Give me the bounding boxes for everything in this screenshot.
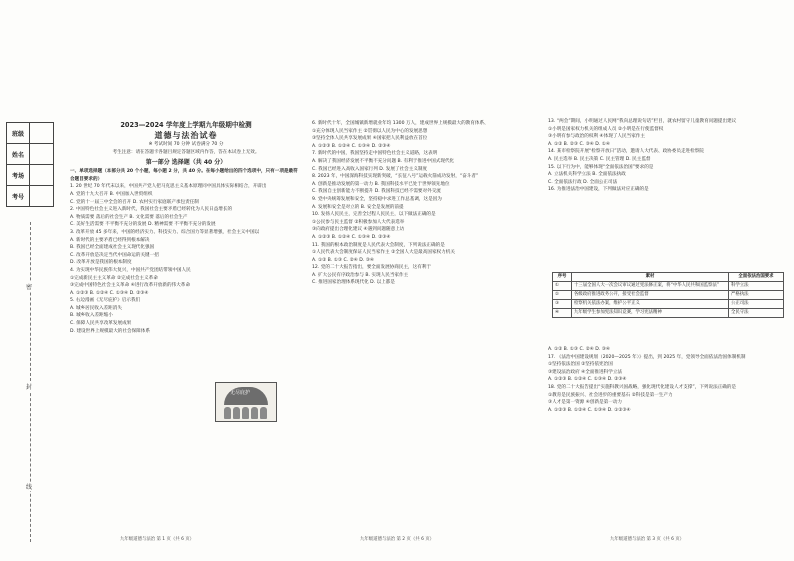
- question-line: A. 扩大公民有序政治参与 B. 实现人民当家作主: [312, 272, 409, 278]
- question-line: C. 全面依法行政 D. 全面公正司法: [548, 179, 618, 185]
- question-line: 3. 改革开放 45 多年来，中国的经济实力、科技实力、综合国力等显著增强，社会主义中国以: [70, 229, 260, 235]
- table-cell: 各级政府推进政务公开，接受社会监督: [572, 291, 729, 300]
- question-line: 17. 《法治中国建设规划（2020—2025 年）》提出，到 2025 年，党领导全面依法治国体制机制: [548, 354, 746, 360]
- seal-strip: [6, 112, 52, 552]
- question-line: ①充分体现人民当家作主 ②贯彻以人民为中心的发展思想: [312, 128, 428, 134]
- question-line: 18. 党的二十大报告提出“实施科教兴国战略，强化现代化建设人才支撑”，下列说法正确的是: [548, 384, 737, 390]
- person-icon: [260, 407, 267, 419]
- table-header-row: [553, 273, 784, 282]
- question-line: C. 改革开放是决定当代中国命运的关键一招: [70, 252, 159, 258]
- question-line: A. 新时代的主要矛盾已经得到根本解决: [70, 237, 150, 243]
- question-line: B. 我国已经全面建成社会主义现代化强国: [70, 245, 155, 251]
- question-line: ①公民参与民主监督 ②积极参加人大代表选举: [312, 219, 405, 225]
- question-line: 12. 党的二十大报告指出，要全面发展协商民主，这有利于: [312, 265, 432, 271]
- question-line: ①人民代表大会制度保证人民当家作主 ②全国人大是最高国家权力机关: [312, 250, 455, 256]
- question-line: ③完成中国特色社会主义革命 ④进行改革开放新的伟大革命: [70, 283, 190, 289]
- table-cell: ③: [553, 300, 572, 309]
- question-line: 6. 新时代十年，全国城镇新增就业年均 1300 万人，建成世界上规模最大的教育体系、: [312, 121, 489, 126]
- table-cell: ④: [553, 309, 572, 318]
- seal-mark: 线: [26, 484, 33, 491]
- person-icon: [242, 407, 249, 419]
- page-1: [70, 120, 302, 335]
- page-footer: 九年级道德与法治 第 2 页（共 6 页）: [360, 537, 435, 542]
- question-line: ③建设法治政府 ④全面推进科学立法: [548, 369, 623, 375]
- question-line: D. 改革开放是我国的根本制度: [70, 260, 132, 266]
- question-line: A. ①② B. ①③ C. ②④ D. ③④: [548, 347, 610, 352]
- question-line: 5. 右边漫画《无尽庇护》启示我们: [70, 298, 141, 304]
- table-cell: 科学立法: [729, 282, 784, 291]
- info-row-room: [7, 165, 53, 186]
- seal-mark: 密: [26, 284, 33, 291]
- question-line: 14. 某市检察院开展“检察开放日”活动，邀请人大代表、政协委员走进检察院: [548, 149, 704, 155]
- info-row-name: [7, 144, 53, 165]
- question-line: A. ①②③ B. ①②④ C. ①③④ D. ②③④: [70, 290, 149, 296]
- question-line: C. 我国自主创新能力不断提升 D. 我国科技已经不需要对外交流: [312, 189, 441, 195]
- page-2: [312, 120, 540, 287]
- question-line: A. ①②③ B. ①②④ C. ①③④ D. ②③④: [312, 143, 391, 149]
- info-label: 姓名: [7, 144, 30, 164]
- table-cell: 全民守法: [729, 309, 784, 318]
- question-line: A. ①② B. ①③ C. ②④ D. ③④: [312, 257, 374, 263]
- question-line: A. 立法机关科学立法 B. 全面依法执政: [548, 172, 626, 178]
- info-blank: [30, 144, 53, 164]
- person-icon: [251, 407, 258, 419]
- person-icon: [224, 407, 231, 419]
- table-cell: 检察机关依法办案，维护公平正义: [572, 300, 729, 309]
- info-row-class: [7, 123, 53, 144]
- info-blank: [30, 186, 53, 206]
- question-line: 4. 为实现中华民族伟大复兴，中国共产党团结带领中国人民: [70, 267, 191, 273]
- question-line: ③人才是第一资源 ④创新是第一动力: [548, 400, 623, 406]
- cartoon-image: [215, 382, 277, 422]
- question-line: C. 我国已经进入高收入国家行列 D. 发展了社会主义制度: [312, 166, 428, 172]
- table-cell: ①: [553, 282, 572, 291]
- exam-meta: ※ 考试时间 70 分钟 试卷满分 70 分: [148, 142, 224, 147]
- info-label: 考场: [7, 165, 30, 185]
- table-row: [553, 309, 784, 318]
- table-row: [553, 282, 784, 291]
- question-line: A. 创新是推动发展的第一动力 B. 我国科技水平已处于世界领先地位: [312, 181, 450, 187]
- question-line: A. ①②③ B. ①②④ C. ①③④ D. ①②③④: [548, 407, 631, 413]
- exam-notice: 考生注意：请在答题卡各题目规定答题区域内作答，答在本试卷上无效。: [112, 149, 260, 155]
- question-line: D. 建设世界上规模最大的社会保障体系: [70, 328, 150, 334]
- person-icon: [233, 407, 240, 419]
- table-cell: 严格执法: [729, 291, 784, 300]
- info-label: 班级: [7, 123, 30, 143]
- table-cell: 九年级学生参加宪法知识竞赛，学习宪法精神: [572, 309, 729, 318]
- table-header: 素材: [572, 273, 729, 282]
- question-line: ③向政府提出合理化建议 ④遇到问题随意上访: [312, 227, 405, 233]
- table-cell: ②: [553, 291, 572, 300]
- cartoon-caption: 无尽庇护: [230, 390, 251, 396]
- table-cell: 十三届全国人大一次会议审议通过宪法修正案，将“中华人民共和国监察法”: [572, 282, 729, 291]
- question-line: 11. 我国的根本政治制度是人民代表大会制度，下列说法正确的是: [312, 242, 445, 248]
- question-line: 一、单项选择题（本部分共 20 个小题，每小题 2 分，共 40 分。在每小题给出的四个选项中，只有一项是最符合题目要求的）: [70, 169, 298, 182]
- question-line: 8. 2023 年，中国深海科技实现新突破，“长征八号”运载火箭成功发射，“奋斗者”: [312, 174, 479, 180]
- question-line: 16. 为推进法治中国建设，下列做法对应正确的是: [548, 187, 649, 193]
- question-line: 2. 中国特色社会主义进入新时代，我国社会主要矛盾已经转化为人民日益增长的: [70, 207, 233, 213]
- question-line: A. 发展和安全是对立的 B. 安全是发展的前提: [312, 204, 404, 210]
- info-row-number: [7, 186, 53, 206]
- page-footer: 九年级道德与法治 第 1 页（共 6 页）: [120, 537, 195, 542]
- question-line: ①完成新民主主义革命 ②完成社会主义革命: [70, 275, 158, 281]
- question-line: A. ①② B. ②③ C. ③④ D. ①④: [548, 141, 610, 147]
- info-blank: [30, 123, 53, 143]
- question-line: B. 城乡收入差距缩小: [70, 313, 113, 319]
- question-line: A. 物质需要 落后的社会生产 B. 文化需要 落后的社会生产: [70, 214, 188, 220]
- question-line: A. 党的十九大召开 B. 中国加入世贸组织: [70, 191, 153, 197]
- question-line: ①教育是民族振兴、社会进步的重要基石 ②科技是第一生产力: [548, 392, 673, 398]
- exam-title: 2023—2024 学年度上学期九年级期中检测: [120, 121, 252, 129]
- page-footer: 九年级道德与法治 第 3 页（共 6 页）: [610, 537, 685, 542]
- question-line: A. ①②③ B. ①②④ C. ①③④ D. ②③④: [548, 377, 627, 383]
- question-line: 15. 以下行为中，能够体现“全面依法治国”要求的是: [548, 164, 654, 170]
- table-header: 全面依法治国要求: [729, 273, 784, 282]
- page-3: [548, 118, 786, 194]
- question-line: A. 民主选举 B. 民主决策 C. 民主管理 D. 民主监督: [548, 156, 651, 162]
- section-heading: 第一部分 选择题（共 40 分）: [145, 159, 227, 167]
- info-blank: [30, 165, 53, 185]
- question-line: C. 美好生活需要 不平衡不充分的发展 D. 精神需要 不平衡不充分的发展: [70, 222, 216, 228]
- question-line: C. 党的十一届三中全会的召开 D. 农村实行家庭联产承包责任制: [70, 199, 199, 205]
- question-table: [552, 272, 784, 318]
- question-line: A. 城乡居民收入差距消失: [70, 305, 122, 311]
- question-line: A. ①②③ B. ①②④ C. ①③④ D. ②③④: [312, 234, 391, 240]
- question-line: 10. 发扬人民民主，完善全过程人民民主，以下做法正确的是: [312, 212, 436, 218]
- question-line: 1. 20 世纪 70 年代末以来，中国共产党人把马克思主义基本原理同中国具体实际相结合，开辟出: [70, 184, 267, 190]
- question-line: ③坚持全体人民共享发展成果 ④国家把人民利益放在首位: [312, 136, 428, 142]
- table-row: [553, 291, 784, 300]
- question-line: 7. 新时代的中国，我国坚持走中国特色社会主义道路，这表明: [312, 151, 438, 157]
- question-line: 9. 党中央统筹发展和安全，坚持稳中求进工作总基调，这是因为: [312, 196, 442, 202]
- student-info-box: [6, 122, 54, 207]
- page-3-continued: [548, 346, 786, 414]
- question-line: ①小明是国家权力机关的组成人员 ②小明是在行使监督权: [548, 126, 664, 132]
- question-line: 13. “两会”期间，小明通过人民网“我向总理说句话”栏目，就农村留守儿童教育问题提出建议: [548, 119, 737, 124]
- question-line: C. 推进国家治理体系现代化 D. 以上都是: [312, 280, 395, 286]
- question-line: C. 保障人民共享改革发展成果: [70, 321, 132, 327]
- table-row: [553, 300, 784, 309]
- table-header: 序号: [553, 273, 572, 282]
- question-line: ①坚持依法治国 ②坚持依宪治国: [548, 362, 613, 368]
- exam-subject: 道德与法治试卷: [154, 131, 218, 140]
- question-line: A. 解决了我国经济发展不平衡不充分问题 B. 有利于推进中国式现代化: [312, 158, 455, 164]
- seal-mark: 封: [26, 384, 33, 391]
- table-cell: 公正司法: [729, 300, 784, 309]
- question-line: ③小明有参与政治的权利 ④体现了人民当家作主: [548, 134, 645, 140]
- info-label: 考号: [7, 186, 30, 206]
